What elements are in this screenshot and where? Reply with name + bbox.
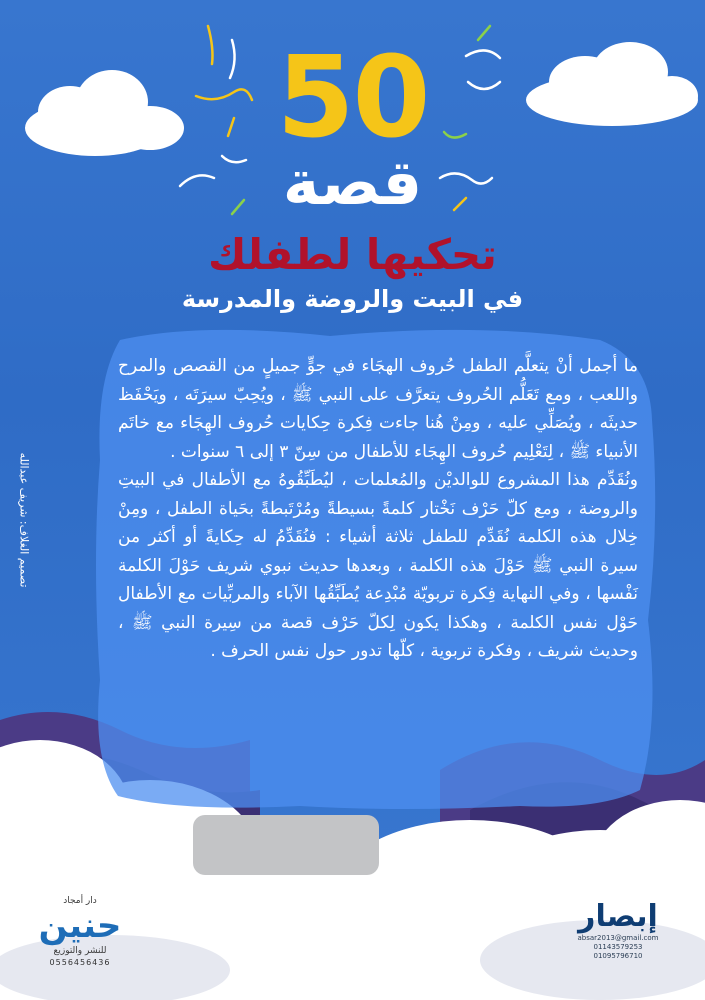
publisher-logo-absar: [568, 900, 668, 975]
blurb-paragraph-1: ما أجمل أنْ يتعلَّم الطفل حُروف الهجَاء في جوٍّ جميلٍ من القصص والمرح واللعب ، ومع تَعَلُّم الحُروف يتعرَّف على النبي ﷺ ، ويُحِبّ سيرَتَه ، ويَحْفَظ حديثَه ، ويُصَلِّي عليه ، ومِنْ هُنا جاءت فِكرة حِكايات حُروف الهِجَاء مع خاتَم الأنبياء ﷺ ، لِتَعْلِيم حُروف الهِجَاء للأطفال من سِنّ ٣ إلى ٦ سنوات .: [118, 356, 638, 462]
absar-phone-2: 01095796710: [593, 952, 643, 960]
title-word: قصة: [282, 146, 423, 219]
blurb-text: [118, 352, 638, 666]
publisher-brand: حنين: [38, 906, 122, 946]
blurb-paragraph-2: ونُقَدِّم هذا المشروع للوالديْن والمُعلمات ، ليُطَبِّقُوهُ مع الأطفال في البيتِ والروضة ، ومع كلّ حَرْف نَخْتار كلمةً بسيطةً ومُرْتَبطةً بحَياة الطفل ، ومِنْ خِلال هذه الكلمة نُقَدِّم للطفل ثلاثة أشياء : فنُقَدِّمُ له حِكايةً أو أكثر من سيرة النبي ﷺ حَوْلَ هذه الكلمة ، وبعدها حديث نبوي شريف حَوْلَ الكلمة نَفْسها ، وفي النهاية فِكرة تربويّة مُبْدِعة يُطَبِّقُها الآباء والمربِّيات مع الأطفال حَوْل نفس الكلمة ، وهكذا يكون لِكلّ حَرْف قصة من سِيرة النبي ﷺ ، وحديث شريف ، وفكرة تربوية ، كلّها تدور حول نفس الحرف .: [118, 470, 638, 661]
publisher-phone: 0556456436: [49, 958, 111, 967]
absar-email: absar2013@gmail.com: [577, 934, 659, 942]
absar-brand: إبصار: [578, 899, 658, 934]
absar-phone-1: 01143579253: [593, 943, 643, 951]
publisher-tag: دار أمجاد: [63, 896, 97, 906]
barcode-placeholder-box: [193, 815, 379, 875]
cover-design-credit-text: تصميم الغلاف: شريف عبدالله: [17, 452, 31, 588]
book-subtitle: تحكيها لطفلك: [208, 230, 497, 279]
cover-design-credit: [4, 420, 44, 620]
title-number: 50: [276, 33, 429, 163]
publisher-logo-haneen: [20, 895, 140, 975]
book-tagline: في البيت والروضة والمدرسة: [181, 285, 524, 313]
publisher-sub: للنشر والتوزيع: [53, 946, 107, 956]
